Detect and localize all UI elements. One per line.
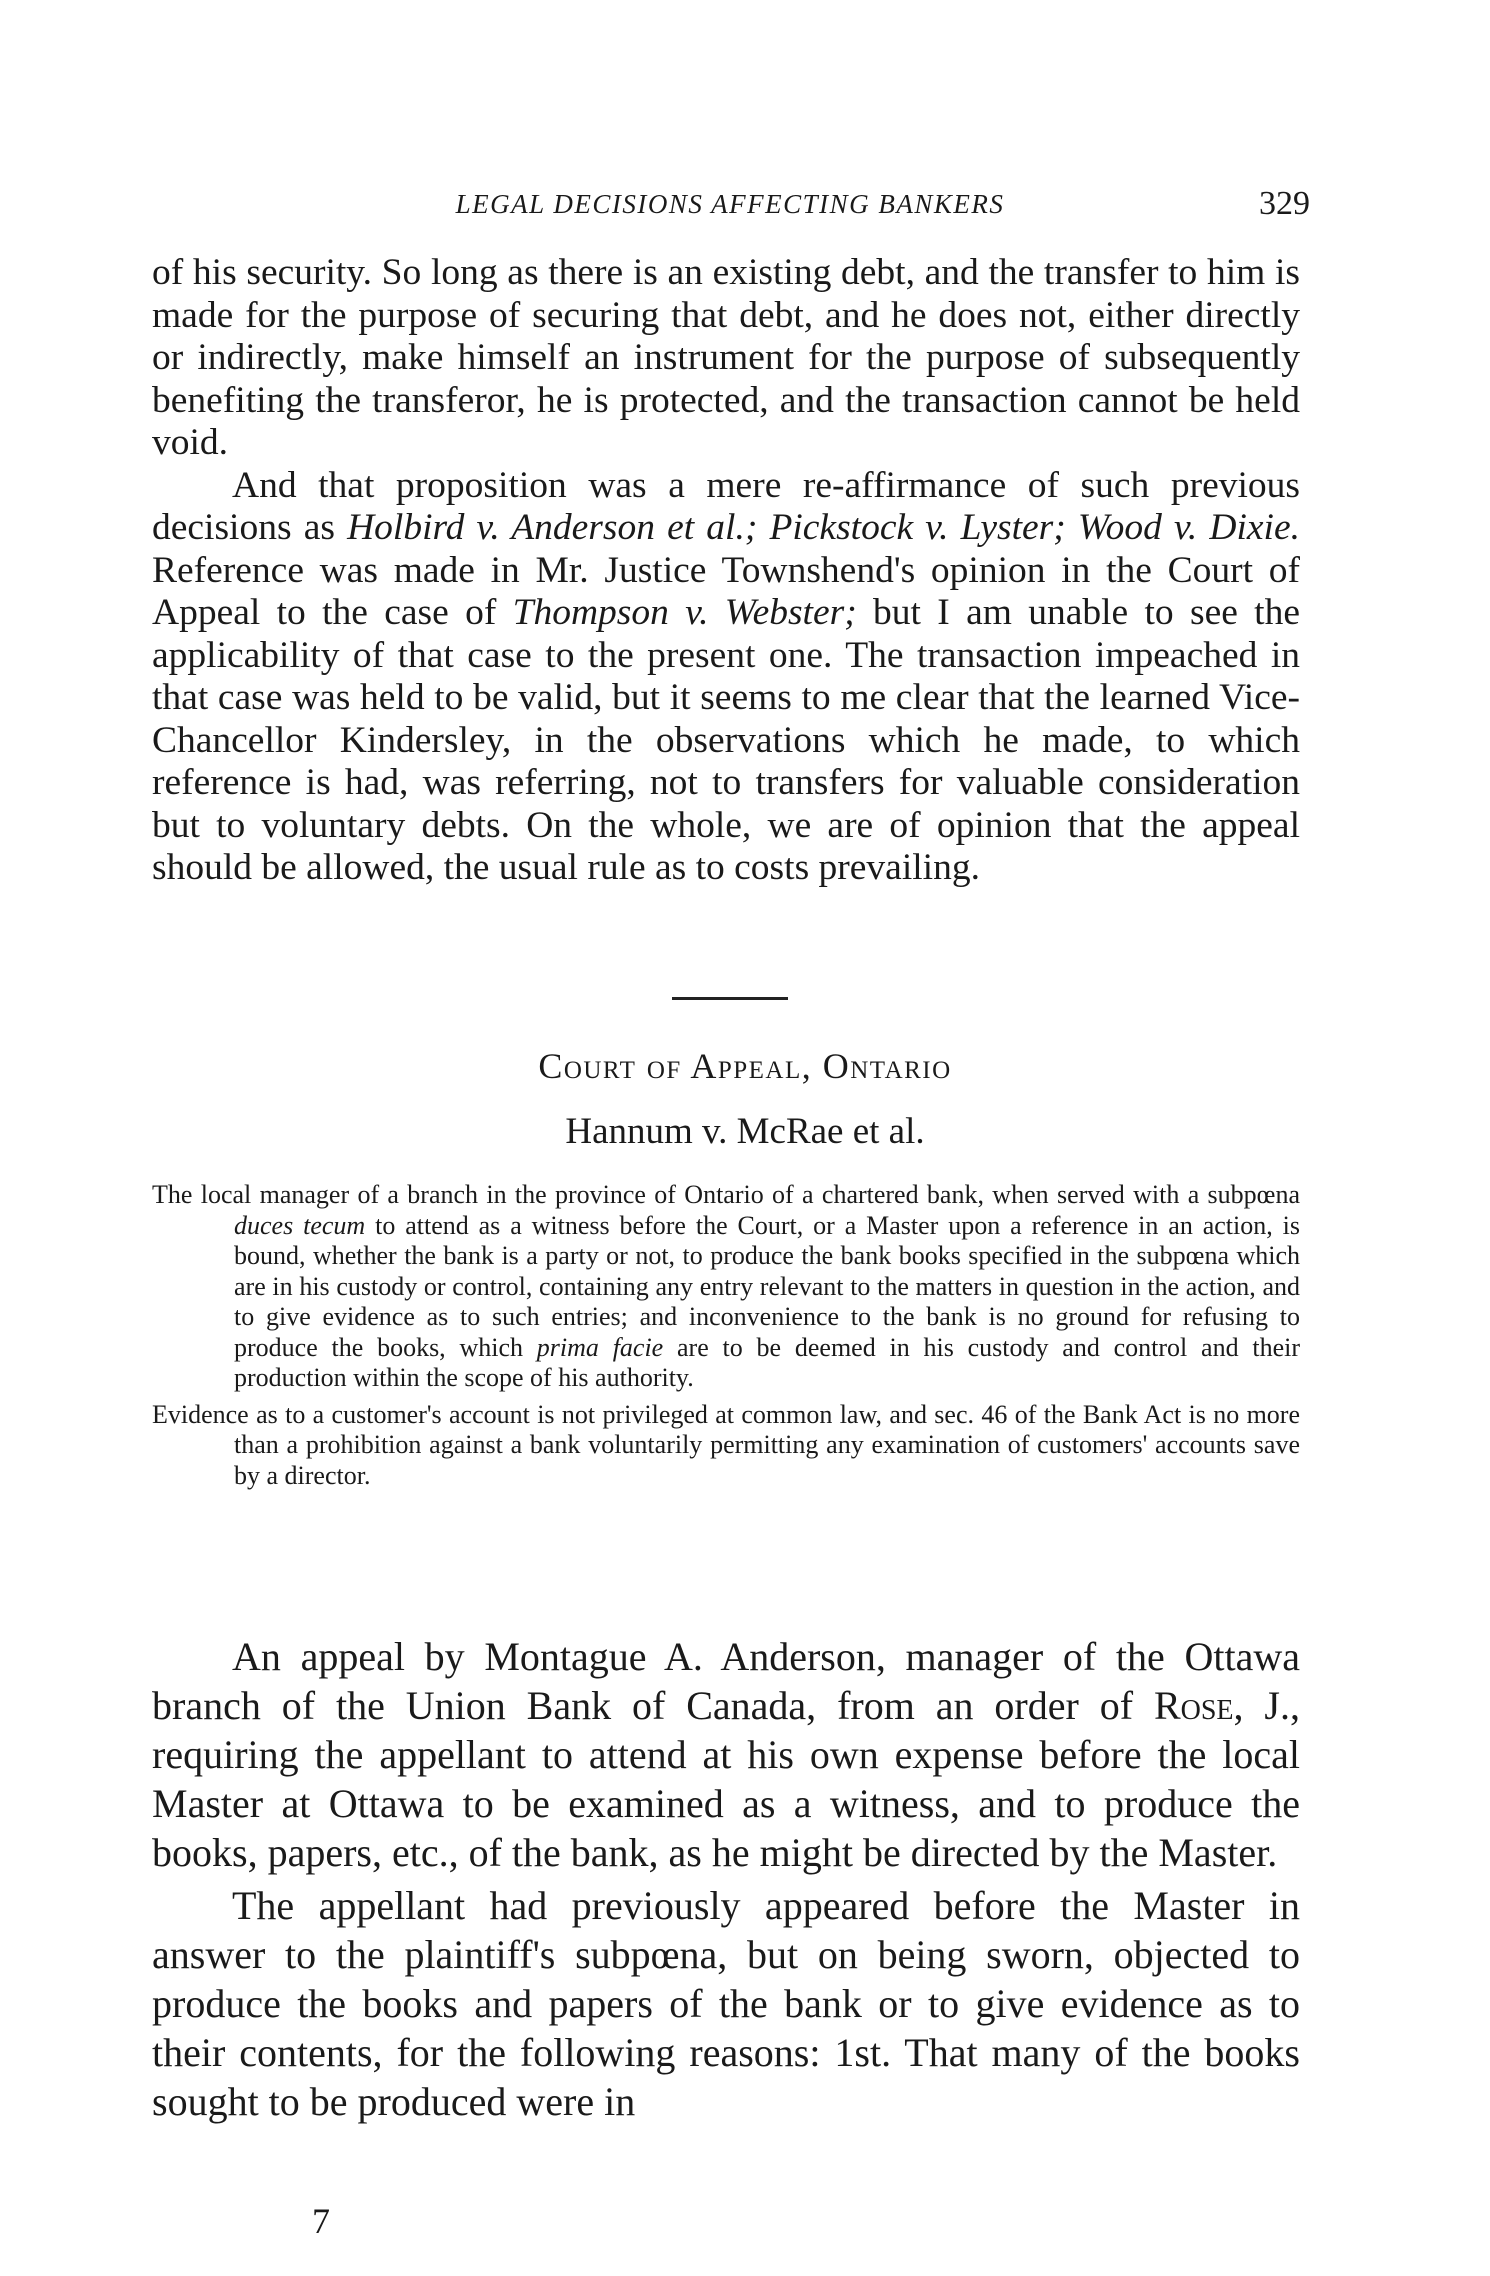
running-title: LEGAL DECISIONS AFFECTING BANKERS [455, 189, 1005, 219]
paragraph-text: but I am unable to see the applicability of that case to the present one. The transaction impeached in that case was held to be valid, but it seems to me clear that the learned Vice-Chancellor Kindersley, in the observations which he made, to which reference is had, was referring, not to transfers for valuable consideration but to voluntary debts. On the whole, we are of opinion that the appeal should be allowed, the usual rule as to costs prevailing. [152, 592, 1300, 888]
latin-term: prima facie [536, 1332, 664, 1362]
headnote-text: The local manager of a branch in the province of Ontario of a chartered bank, when served with a subpœna [152, 1180, 1300, 1209]
latin-term: duces tecum [234, 1210, 366, 1240]
headnote-text: to attend as a witness before the Court, or a Master upon a reference in an action, is bound, whether the bank is a party or not, to produce the bank books specified in the subpœna which are in his custody or control, containing any entry relevant to the matters in question in the action, and to give evidence as to such entries; and inconvenience to the bank is no ground for refusing to produce the books, which [234, 1210, 1301, 1362]
continuation-paragraph: of his security. So long as there is an existing debt, and the transfer to him is made for the purpose of securing that debt, and he does not, either directly or indirectly, make himself an instrument for the purpose of subsequently benefiting the transferor, he is protected, and the transaction cannot be held void. [152, 252, 1300, 463]
page-number: 329 [1259, 185, 1310, 222]
cited-case: Thompson v. Webster; [512, 592, 857, 633]
continuation-text [152, 252, 1300, 890]
paragraph-text: And that proposition was a mere re-affirmance of such previous decisions as [152, 464, 1300, 548]
reaffirmance-paragraph [152, 465, 1300, 890]
body-paragraph [152, 1881, 1300, 2126]
paragraph-text: , J., requiring the appellant to attend at his own expense before the local Master at Ottawa to be examined as a witness, and to produce the books, papers, etc., of the bank, as he might be directed by the Master. [152, 1683, 1300, 1875]
case-title: Hannum v. McRae et al. [565, 1111, 925, 1152]
paragraph-text: The appellant had previously appeared before the Master in answer to the plaintiff's subpœna, but on being sworn, objected to produce the books and papers of the bank or to give evidence as to their contents, for the following reasons: 1st. That many of the books sought to be produced were in [152, 1883, 1300, 2124]
paragraph-text: Reference was made in Mr. Justice Townshend's opinion in the Court of Appeal to the case of [152, 549, 1300, 633]
headnotes [152, 1180, 1300, 1491]
page-header [150, 178, 1310, 230]
section-divider [672, 997, 788, 1000]
body-paragraph [152, 1632, 1300, 1877]
headnote [152, 1180, 1300, 1394]
headnote: Evidence as to a customer's account is not privileged at common law, and sec. 46 of the Bank Act is no more than a prohibition against a bank voluntarily permitting any examination of customers' accounts save by a director. [152, 1399, 1300, 1490]
cited-cases: Holbird v. Anderson et al.; Pickstock v. Lyster; Wood v. Dixie. [347, 507, 1300, 548]
signature-mark: 7 [312, 2201, 330, 2241]
paragraph-text: An appeal by Montague A. Anderson, manager of the Ottawa branch of the Union Bank of Canada, from an order of [152, 1634, 1300, 1728]
judge-name: Rose [1153, 1683, 1234, 1728]
headnote-text: are to be deemed in his custody and control and their production within the scope of his authority. [234, 1332, 1300, 1392]
court-heading: Court of Appeal, Ontario [538, 1046, 952, 1086]
judgment-text [152, 1632, 1300, 2126]
